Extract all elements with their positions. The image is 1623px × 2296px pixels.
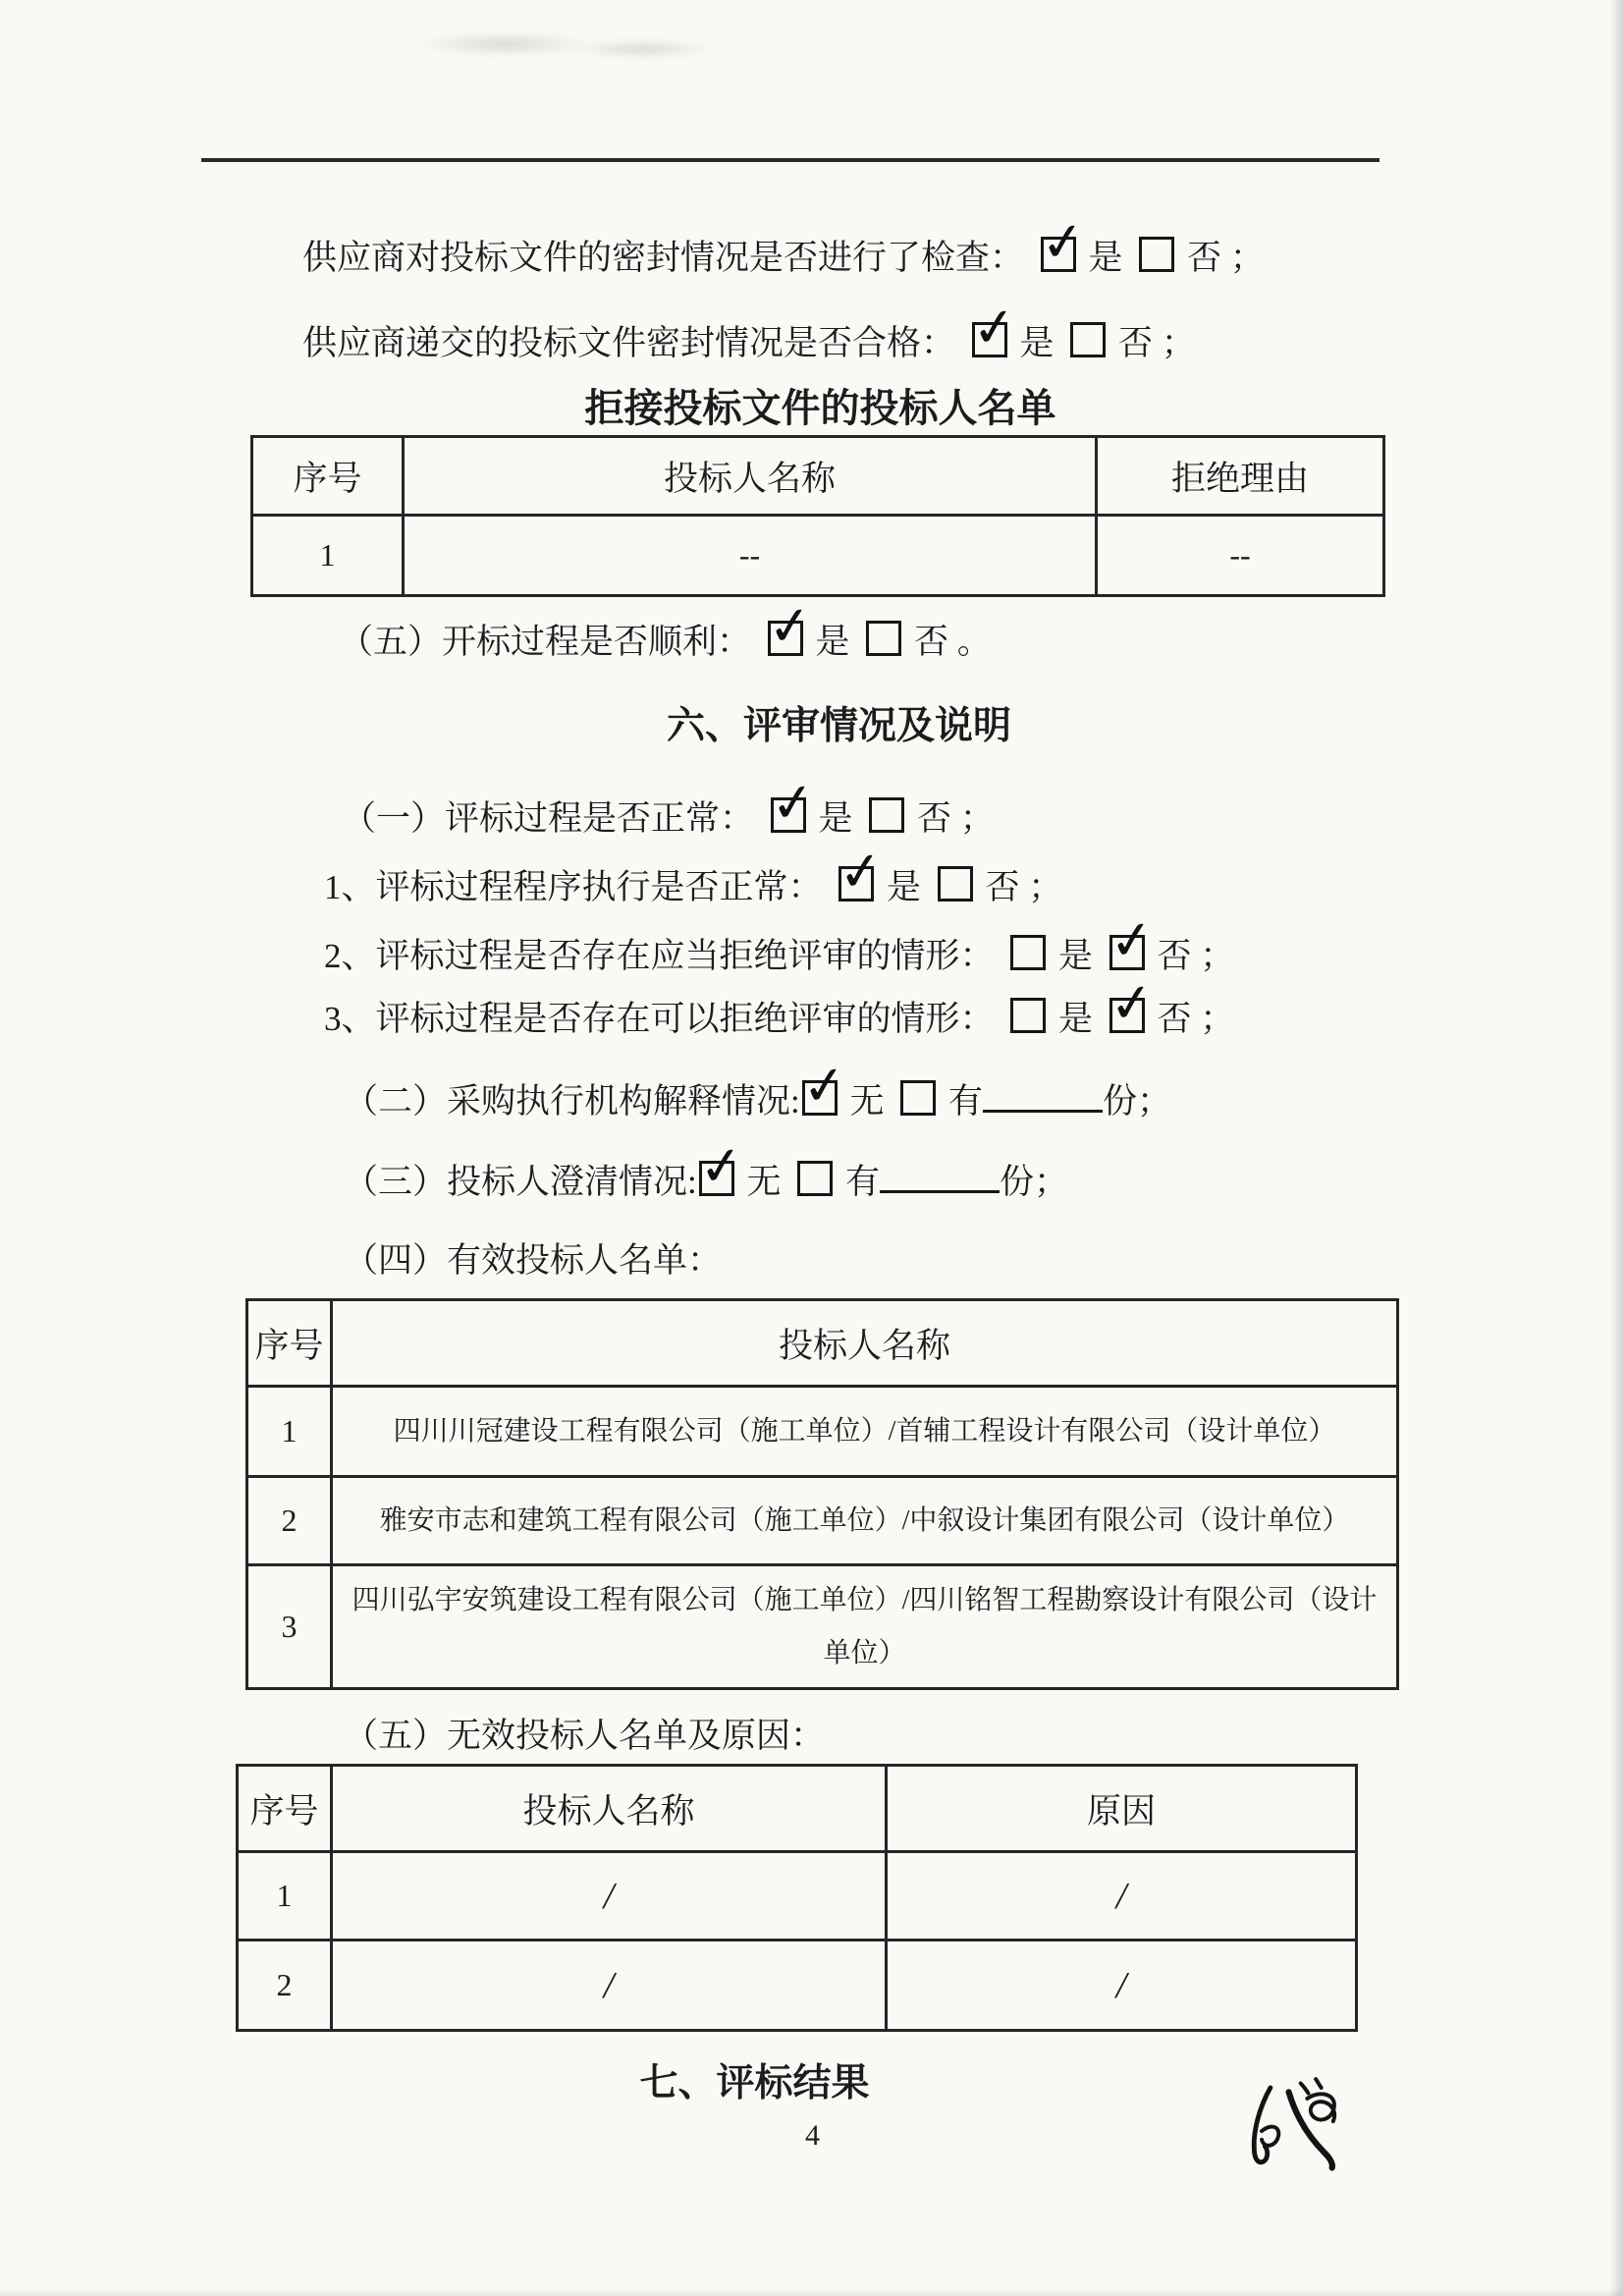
question-label: 供应商递交的投标文件密封情况是否合格：	[302, 324, 956, 362]
checkbox-none	[699, 1161, 734, 1196]
question-must-reject	[324, 929, 1234, 978]
cell-bidder-name: 四川川冠建设工程有限公司（施工单位）/首辅工程设计有限公司（设计单位）	[332, 1387, 1398, 1477]
checkbox-no	[1139, 237, 1174, 272]
yes-label: 是	[1058, 1000, 1094, 1038]
no-label: 否	[985, 868, 1020, 906]
none-label: 无	[849, 1082, 885, 1121]
checkbox-yes	[839, 866, 874, 902]
yes-label: 是	[815, 623, 850, 661]
question-agency-explanation	[344, 1074, 1171, 1123]
checkbox-no	[1070, 322, 1106, 357]
section-six-heading: 六、评审情况及说明	[666, 705, 1011, 747]
column-header-seq: 序号	[252, 437, 404, 516]
column-header-reject-reason: 拒绝理由	[1097, 437, 1384, 516]
question-seal-ok	[302, 316, 1196, 365]
cell-bidder-name: /	[332, 1941, 887, 2031]
cell-seq: 3	[247, 1565, 332, 1689]
reject-table	[250, 435, 1385, 597]
cell-reason: /	[887, 1852, 1357, 1941]
question-label: （五）开标过程是否顺利：	[339, 623, 752, 661]
fill-in-blank	[983, 1076, 1103, 1113]
punctuation: ；	[1200, 1000, 1235, 1038]
yes-label: 是	[818, 799, 853, 838]
no-label: 否	[1157, 937, 1192, 975]
punctuation: ；	[1229, 239, 1265, 277]
section-seven-heading: 七、评标结果	[639, 2062, 870, 2105]
unit-suffix: 份；	[1000, 1163, 1069, 1201]
invalid-bidders-table	[236, 1764, 1358, 2032]
no-label: 否	[917, 799, 952, 838]
question-open-smooth	[339, 615, 992, 664]
checkbox-no	[866, 621, 901, 656]
checkbox-yes	[768, 621, 803, 656]
checkbox-no	[869, 797, 904, 833]
checkbox-yes	[1010, 935, 1046, 970]
punctuation: ；	[1200, 937, 1235, 975]
table-row	[238, 1941, 1357, 2031]
cell-bidder-name: /	[332, 1852, 887, 1941]
no-label: 否	[914, 623, 949, 661]
question-bidder-clarification	[344, 1155, 1068, 1204]
scan-edge-shadow	[1609, 0, 1623, 2296]
question-label: （一）评标过程是否正常：	[342, 799, 755, 838]
column-header-seq: 序号	[247, 1300, 332, 1387]
invalid-list-label: （五）无效投标人名单及原因：	[344, 1717, 826, 1755]
checkbox-none	[802, 1080, 838, 1116]
yes-label: 是	[887, 868, 922, 906]
cell-reason: /	[887, 1941, 1357, 2031]
top-rule	[201, 158, 1380, 162]
punctuation: 。	[956, 623, 992, 661]
checkbox-yes	[1041, 237, 1076, 272]
question-label: （三）投标人澄清情况:	[344, 1163, 697, 1201]
page-number: 4	[805, 2119, 820, 2152]
cell-seq: 2	[238, 1941, 332, 2031]
question-seal-check	[302, 231, 1265, 280]
reject-table-title: 拒接投标文件的投标人名单	[584, 387, 1056, 430]
scan-smudge	[569, 39, 717, 59]
valid-bidders-table	[245, 1298, 1399, 1690]
question-label: 1、评标过程程序执行是否正常：	[324, 868, 823, 906]
column-header-bidder-name: 投标人名称	[332, 1300, 1398, 1387]
punctuation: ；	[1028, 868, 1063, 906]
no-label: 否	[1187, 239, 1222, 277]
checkbox-no	[1109, 998, 1145, 1033]
column-header-bidder-name: 投标人名称	[404, 437, 1097, 516]
column-header-bidder-name: 投标人名称	[332, 1766, 887, 1852]
question-label: （二）采购执行机构解释情况:	[344, 1082, 800, 1121]
none-label: 无	[746, 1163, 782, 1201]
cell-seq: 1	[238, 1852, 332, 1941]
checkbox-yes	[972, 322, 1007, 357]
checkbox-yes	[771, 797, 806, 833]
table-row	[247, 1565, 1398, 1689]
cell-bidder-name: 雅安市志和建筑工程有限公司（施工单位）/中叙设计集团有限公司（设计单位）	[332, 1477, 1398, 1565]
question-label: 2、评标过程是否存在应当拒绝评审的情形：	[324, 937, 995, 975]
question-may-reject	[324, 992, 1234, 1041]
cell-seq: 1	[247, 1387, 332, 1477]
cell-bidder-name: --	[404, 516, 1097, 596]
question-label: 3、评标过程是否存在可以拒绝评审的情形：	[324, 1000, 995, 1038]
table-row	[252, 516, 1384, 596]
punctuation: ；	[1161, 324, 1196, 362]
question-review-normal	[342, 792, 995, 841]
checkbox-have	[797, 1161, 833, 1196]
punctuation: ；	[959, 799, 995, 838]
no-label: 否	[1157, 1000, 1192, 1038]
question-label: 供应商对投标文件的密封情况是否进行了检查：	[302, 239, 1025, 277]
table-row	[247, 1477, 1398, 1565]
cell-reject-reason: --	[1097, 516, 1384, 596]
table-row	[238, 1852, 1357, 1941]
checkbox-no	[1109, 935, 1145, 970]
yes-label: 是	[1088, 239, 1123, 277]
yes-label: 是	[1019, 324, 1055, 362]
cell-seq: 2	[247, 1477, 332, 1565]
scan-smudge	[417, 31, 594, 57]
have-label: 有	[845, 1163, 881, 1201]
column-header-reason: 原因	[887, 1766, 1357, 1852]
yes-label: 是	[1058, 937, 1094, 975]
valid-list-label: （四）有效投标人名单：	[344, 1241, 723, 1280]
checkbox-no	[938, 866, 973, 902]
have-label: 有	[948, 1082, 984, 1121]
checkbox-have	[900, 1080, 936, 1116]
table-row	[247, 1387, 1398, 1477]
no-label: 否	[1118, 324, 1154, 362]
cell-seq: 1	[252, 516, 404, 596]
cell-bidder-name: 四川弘宇安筑建设工程有限公司（施工单位）/四川铭智工程勘察设计有限公司（设计单位）	[332, 1565, 1398, 1689]
question-procedure-normal	[324, 860, 1062, 909]
checkbox-yes	[1010, 998, 1046, 1033]
scan-edge-shadow	[0, 2288, 1623, 2296]
column-header-seq: 序号	[238, 1766, 332, 1852]
fill-in-blank	[880, 1157, 1000, 1193]
handwritten-signature-icon	[1229, 2070, 1357, 2203]
unit-suffix: 份；	[1103, 1082, 1172, 1121]
